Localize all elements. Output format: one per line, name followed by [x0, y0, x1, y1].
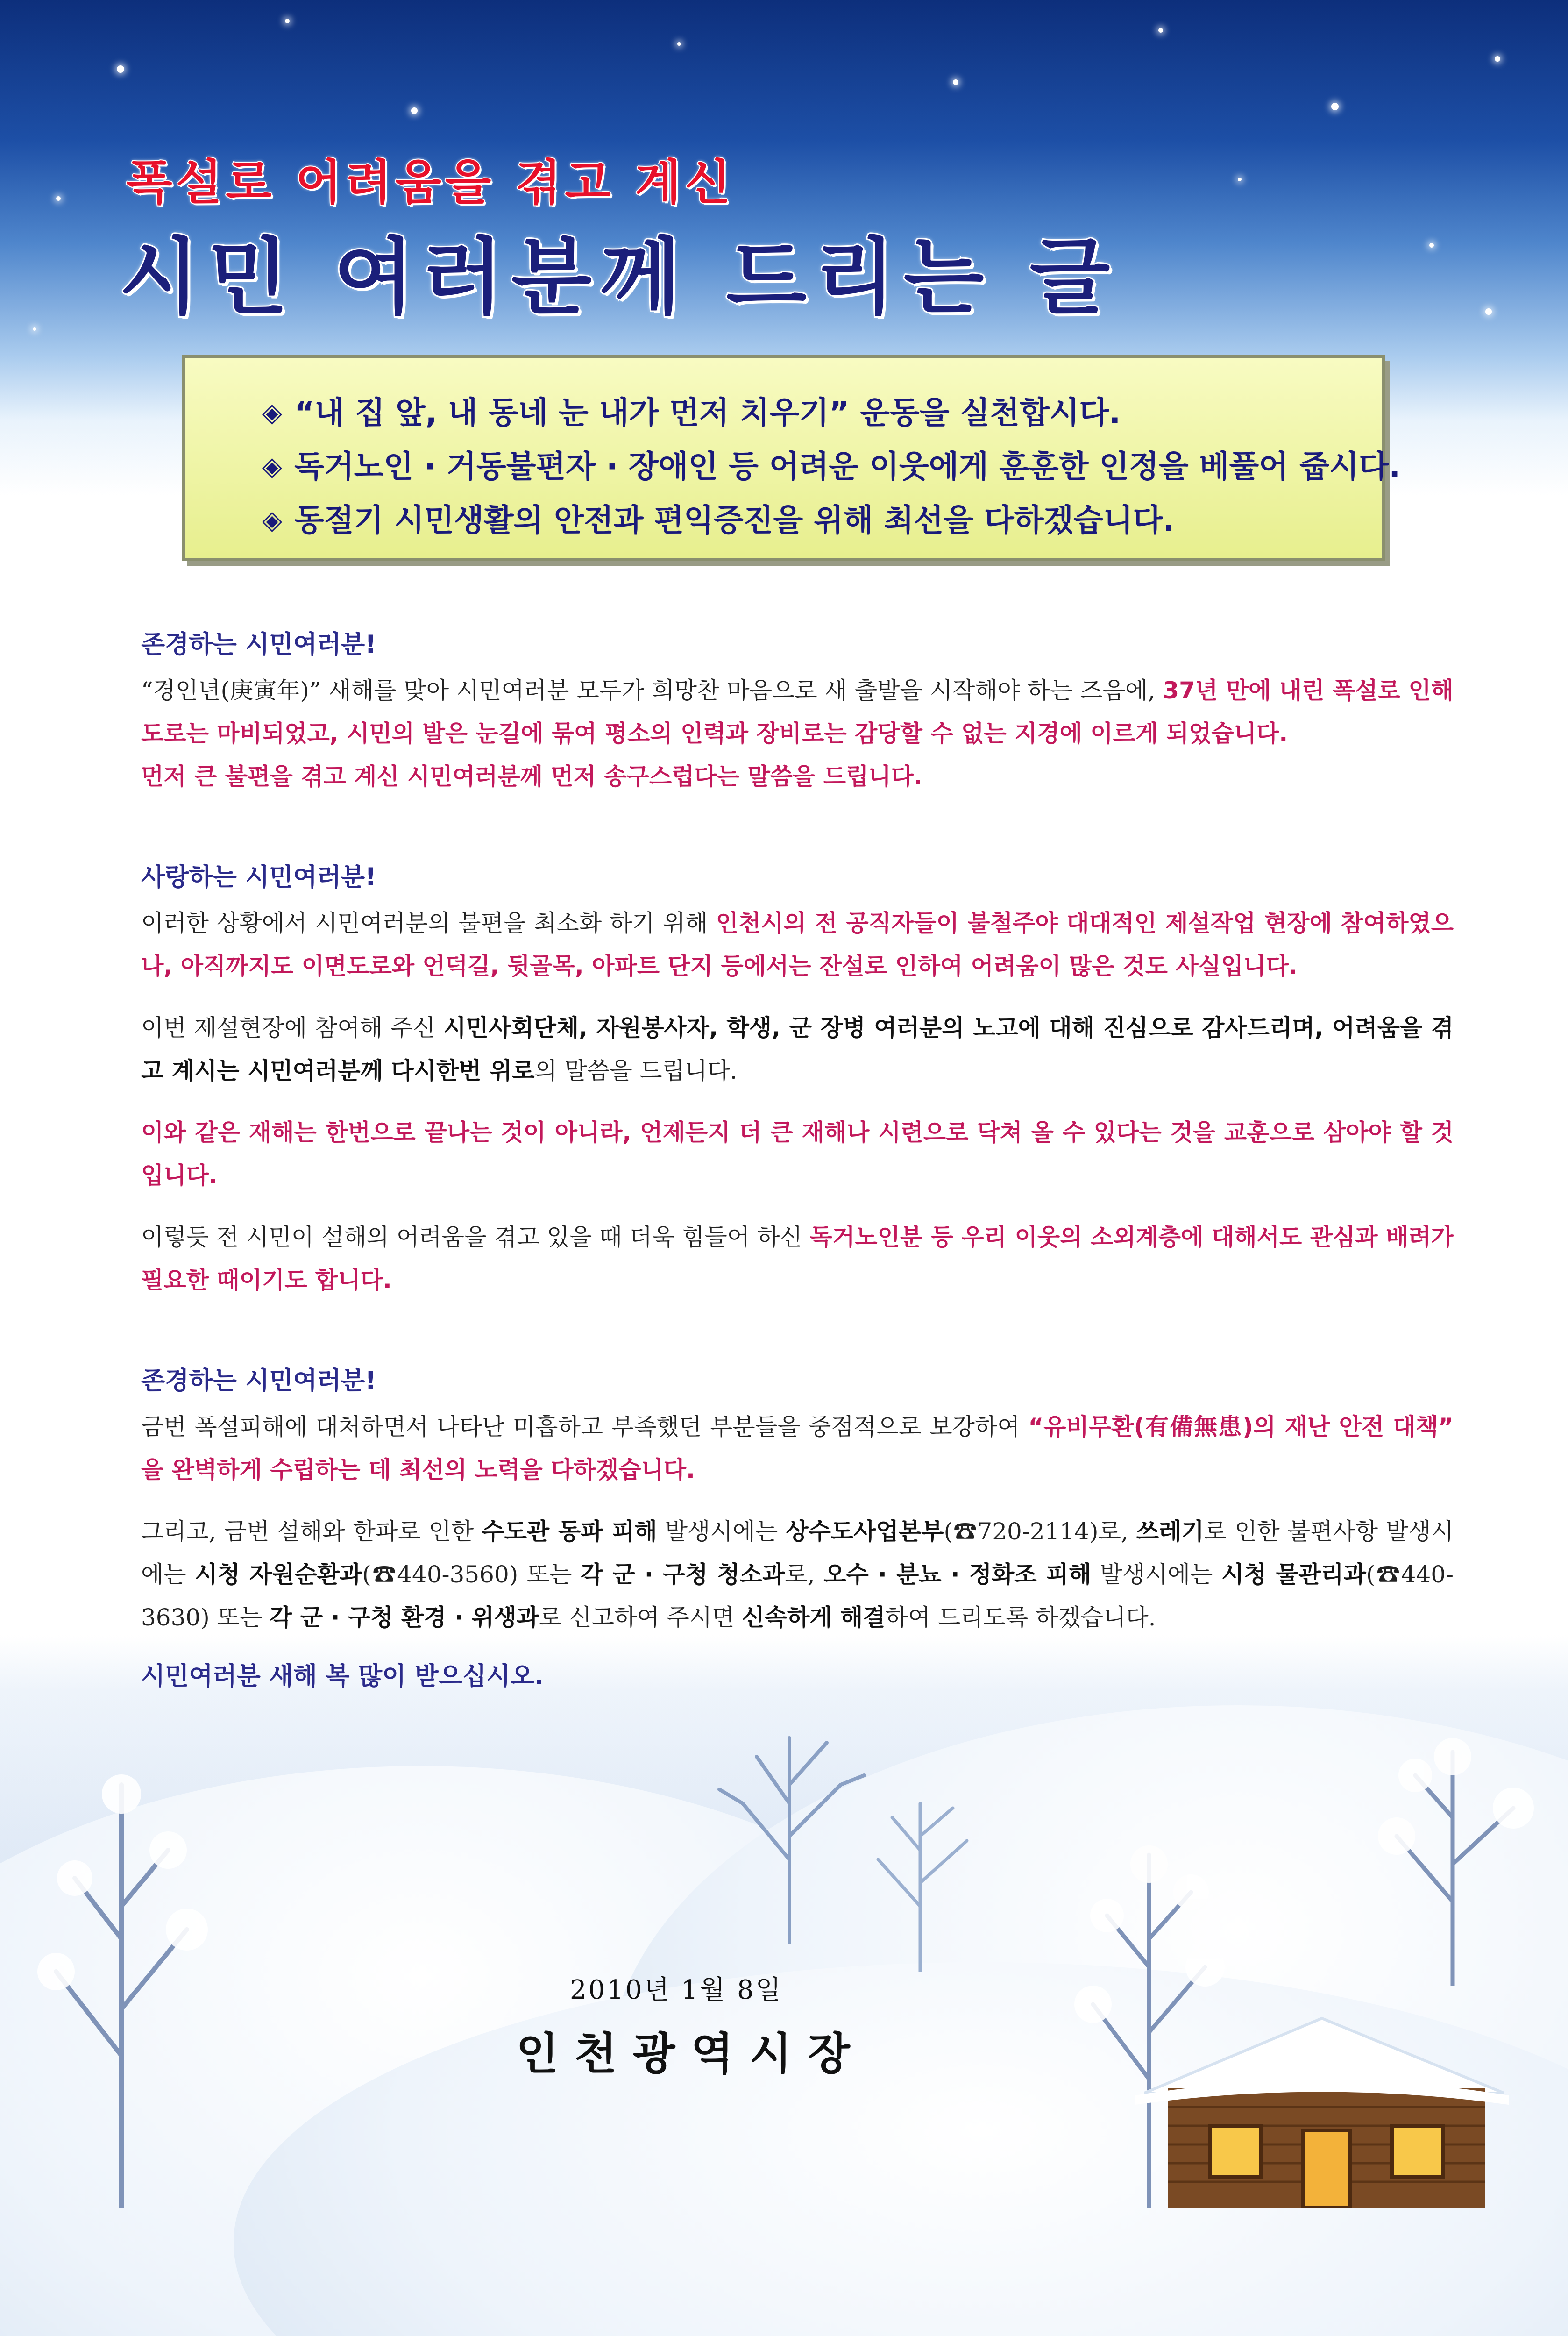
letter-paragraph: [122, 1006, 1454, 1092]
phone-number: (☎720-2114)로,: [944, 1518, 1136, 1545]
bold-text: 쓰레기: [1136, 1518, 1204, 1545]
phone-number: (☎440-3630) 또는: [141, 1561, 1454, 1631]
letter-paragraph: [122, 669, 1454, 755]
bold-text: 시청 자원순환과: [195, 1561, 362, 1588]
highlighted-text: 먼저 큰 불편을 겪고 계신 시민여러분께 먼저 송구스럽다는 말씀을 드립니다.: [141, 763, 922, 790]
bold-text: 시청 물관리과: [1221, 1561, 1366, 1588]
section-greeting: 사랑하는 시민여러분!: [141, 863, 376, 891]
banner-item-text: 동절기 시민생활의 안전과 편익증진을 위해 최선을 다하겠습니다.: [294, 502, 1175, 538]
section-greeting: 존경하는 시민여러분!: [141, 1367, 376, 1395]
phone-number: (☎440-3560) 또는: [362, 1561, 581, 1588]
section-greeting: 존경하는 시민여러분!: [141, 630, 376, 659]
paragraph-text: 로,: [785, 1561, 824, 1588]
paragraph-text: 이렇듯 전 시민이 설해의 어려움을 겪고 있을 때 더욱 힘들어 하신: [141, 1224, 810, 1251]
closing-greeting: 시민여러분 새해 복 많이 받으십시오.: [141, 1662, 544, 1690]
snowy-tree-icon: [1345, 1705, 1560, 1986]
contact-paragraph: [122, 1510, 1454, 1639]
bold-text: 수도관 동파 피해: [482, 1518, 657, 1545]
paragraph-text: 그리고, 금번 설해와 한파로 인한: [141, 1518, 482, 1545]
page-title: 시민 여러분께 드리는 글: [119, 229, 1119, 326]
page-subtitle: 폭설로 어려움을 겪고 계신: [126, 155, 735, 211]
paragraph-text: 의 말씀을 드립니다.: [534, 1057, 738, 1084]
paragraph-text: 하여 드리도록 하겠습니다.: [885, 1604, 1156, 1631]
letter-paragraph: [122, 1111, 1454, 1197]
signer-name: 인천광역시장: [516, 2029, 866, 2080]
diamond-bullet-icon: ◈: [262, 398, 283, 428]
paragraph-text: 이러한 상황에서 시민여러분의 불편을 최소화 하기 위해: [141, 910, 716, 937]
paragraph-text: “경인년(庚寅年)” 새해를 맞아 시민여러분 모두가 희망찬 마음으로 새 출발을 시작해야 하는 즈음에,: [141, 677, 1163, 704]
paragraph-text: 발생시에는: [1091, 1561, 1221, 1588]
highlighted-text: “유비무환(有備無患)의 재난 안전 대책” 을 완벽하게 수립하는 데 최선의 노력을 다하겠습니다.: [141, 1413, 1454, 1483]
bold-text: 각 군 · 구청 청소과: [581, 1561, 785, 1588]
letter-paragraph: [122, 902, 1454, 988]
banner-item: [262, 493, 1382, 547]
snowy-tree-icon: [0, 1729, 243, 2208]
paragraph-text: 이번 제설현장에 참여해 주신: [141, 1014, 444, 1041]
snowy-tree-icon: [841, 1757, 1000, 1972]
bold-text: 상수도사업본부: [786, 1518, 944, 1545]
paragraph-text: 로 인한 불편사항 발생시에는: [141, 1518, 1454, 1588]
diamond-bullet-icon: ◈: [262, 505, 283, 535]
paragraph-text: 발생시에는: [657, 1518, 786, 1545]
bold-text: 시민사회단체, 자원봉사자, 학생, 군 장병 여러분의 노고에 대해 진심으로 감사드리며, 어려움을 겪고 계시는 시민여러분께 다시한번 위로: [141, 1014, 1454, 1084]
bold-text: 각 군 · 구청 환경 · 위생과: [270, 1604, 539, 1631]
highlighted-text: 이와 같은 재해는 한번으로 끝나는 것이 아니라, 언제든지 더 큰 재해나 시련으로 닥쳐 올 수 있다는 것을 교훈으로 삼아야 할 것입니다.: [141, 1119, 1454, 1189]
letter-date: 2010년 1월 8일: [570, 1975, 783, 2005]
banner-item: [262, 386, 1382, 440]
campaign-banner: [182, 355, 1401, 561]
bold-text: 신속하게 해결: [742, 1604, 886, 1631]
letter-paragraph: [122, 1216, 1454, 1302]
letter-paragraph: [122, 1405, 1454, 1491]
highlighted-text: 37년 만에 내린 폭설로 인해 도로는 마비되었고, 시민의 발은 눈길에 묶여 평소의 인력과 장비로는 감당할 수 없는 지경에 이르게 되었습니다.: [141, 677, 1454, 747]
highlighted-text: 인천시의 전 공직자들이 불철주야 대대적인 제설작업 현장에 참여하였으나, 아직까지도 이면도로와 언덕길, 뒷골목, 아파트 단지 등에서는 잔설로 인하여 어려움이 많은 것도 사실입니다.: [141, 910, 1454, 980]
banner-item-text: 독거노인 · 거동불편자 · 장애인 등 어려운 이웃에게 훈훈한 인정을 베풀어 줍시다.: [294, 449, 1401, 484]
highlighted-text: 독거노인분 등 우리 이웃의 소외계층에 대해서도 관심과 배려가 필요한 때이기도 합니다.: [141, 1224, 1454, 1294]
paragraph-text: 금번 폭설피해에 대처하면서 나타난 미흡하고 부족했던 부분들을 중점적으로 보강하여: [141, 1413, 1029, 1440]
paragraph-text: 로 신고하여 주시면: [539, 1604, 742, 1631]
snow-covered-house-icon: [1130, 2009, 1513, 2208]
bold-text: 오수 · 분뇨 · 정화조 피해: [823, 1561, 1092, 1588]
diamond-bullet-icon: ◈: [262, 451, 283, 482]
banner-item-text: “내 집 앞, 내 동네 눈 내가 먼저 치우기” 운동을 실천합시다.: [294, 395, 1121, 431]
letter-body: [122, 626, 1454, 1701]
letter-paragraph: [122, 755, 1454, 798]
banner-item: [262, 440, 1401, 493]
